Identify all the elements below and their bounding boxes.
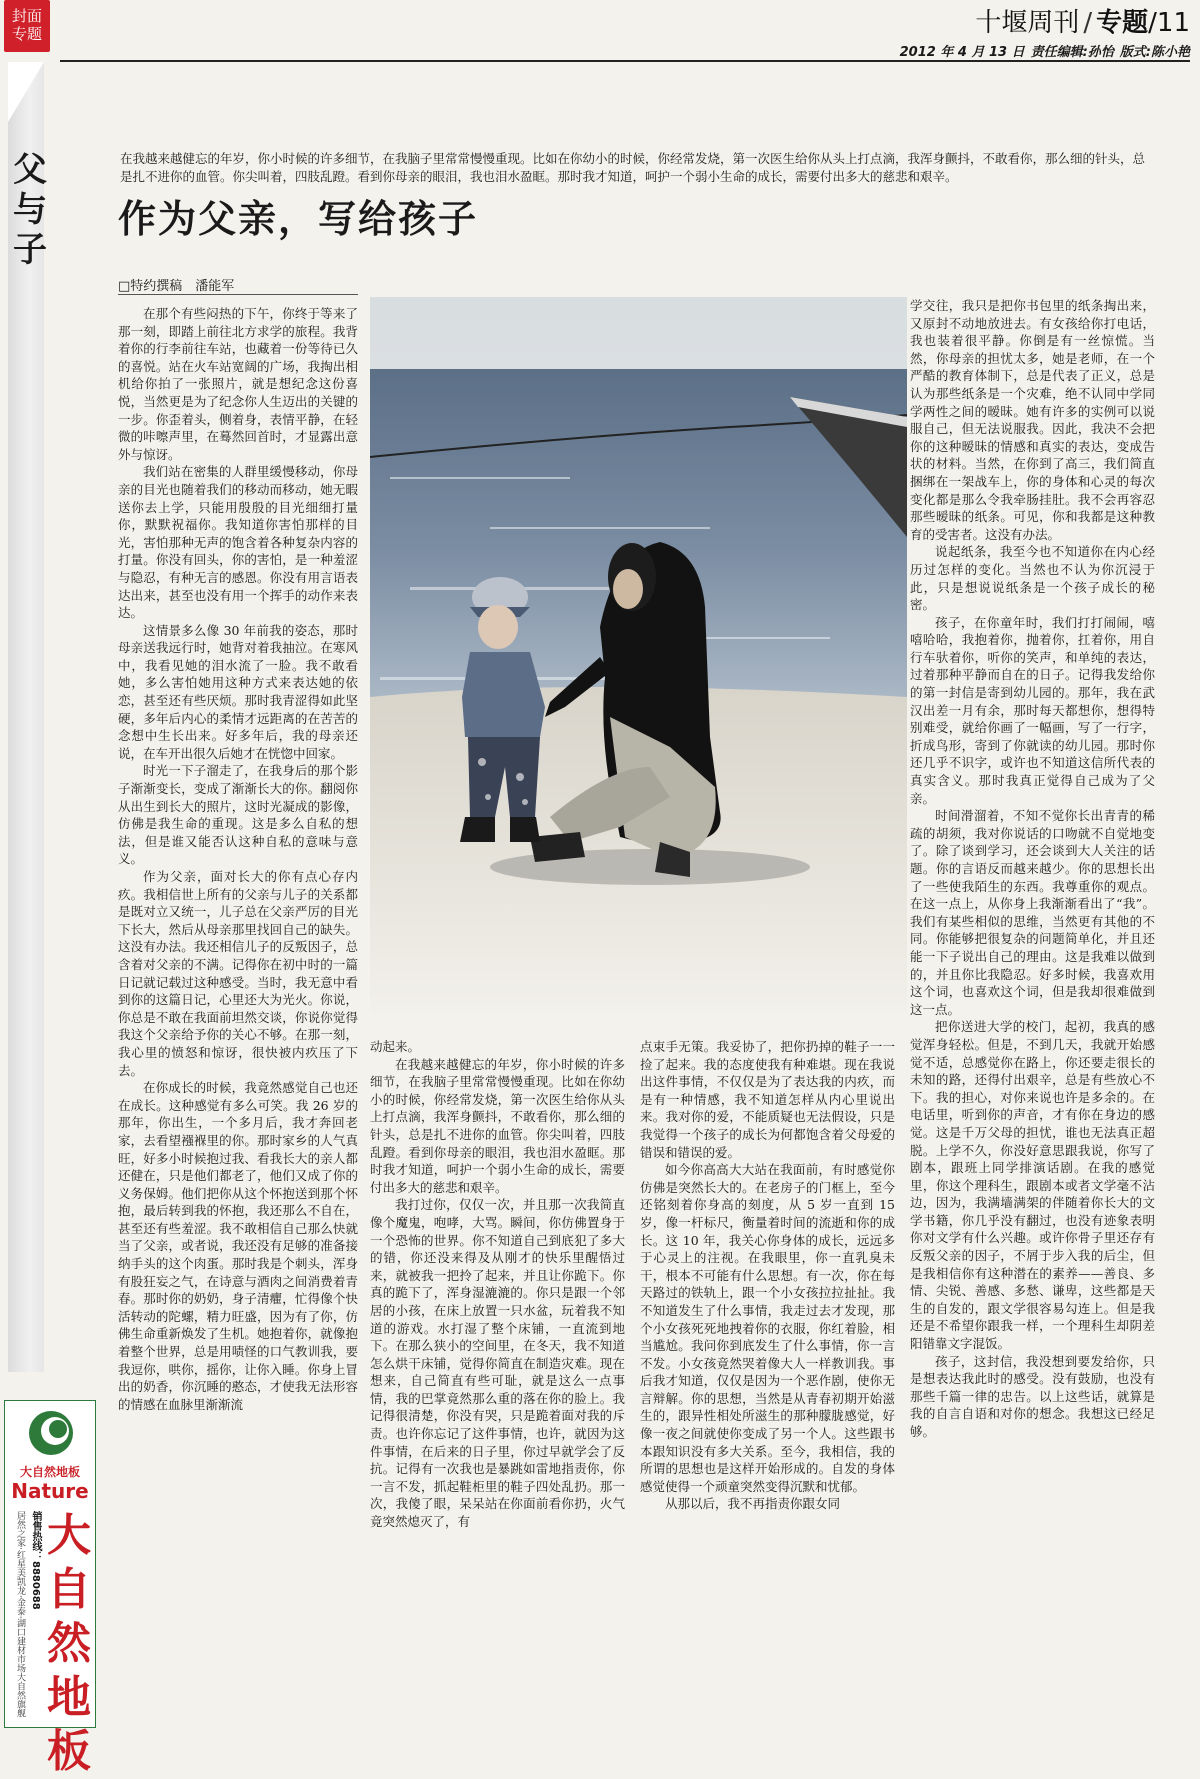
masthead-area bbox=[894, 2, 1190, 60]
seal-line-1: 封面 bbox=[11, 7, 42, 25]
vertical-title-char: 父 bbox=[13, 150, 47, 190]
ad-brand-en: Nature bbox=[11, 1479, 89, 1503]
issue-date: 2012 年 4 月 13 日 bbox=[899, 45, 1025, 60]
ad-big-char: 自 bbox=[47, 1564, 91, 1615]
nature-flooring-ad bbox=[4, 1400, 96, 1777]
paragraph: 这情景多么像 30 年前我的姿态，那时母亲送我远行时，她背对着我抽泣。在寒风中，我看见她的泪水流了一脸。我不敢看她，多么害怕她用这种方式来表达她的依恋，甚至还有些厌烦。那时我青涩得如此坚硬，多年后内心的柔情才远距离的在苦苦的念想中生长出来。好多年后，我的母亲还说，在车开出很久后她才在恍惚中回家。 bbox=[118, 622, 358, 761]
paragraph: 点束手无策。我妥协了，把你扔掉的鞋子一一捡了起来。我的态度使我有种难堪。现在我说出这件事情，不仅仅是为了表达我的内疚，而是有一种情感，我不知道怎样从内心里说出来。我对你的爱，不能质疑也无法假设，只是我觉得一个孩子的成长为何都饱含着父母爱的错误和错误的爱。 bbox=[640, 1039, 895, 1160]
layout-credit: 版式:陈小艳 bbox=[1119, 45, 1190, 60]
vertical-title-char: 子 bbox=[13, 230, 47, 270]
ad-brand-cn: 大自然地板 bbox=[19, 1465, 80, 1479]
issue-info bbox=[894, 41, 1190, 60]
text-column-4 bbox=[910, 297, 1155, 1633]
text-column-1 bbox=[118, 305, 358, 1630]
byline-rule bbox=[118, 294, 358, 295]
paragraph: 从那以后，我不再指责你跟女同 bbox=[665, 1496, 841, 1512]
ad-big-char: 板 bbox=[47, 1726, 91, 1777]
paragraph: 孩子，这封信，我没想到要发给你，只是想表达我此时的感受。没有鼓励，也没有那些千篇一律的忠告。以上这些话，就算是我的自言自语和对你的想念。我想这已经足够。 bbox=[910, 1353, 1155, 1439]
header-rule bbox=[60, 60, 1190, 62]
text-column-3 bbox=[640, 1038, 895, 1633]
paragraph: 学交往，我只是把你书包里的纸条掏出来，又原封不动地放进去。有女孩给你打电话，我也装着很平静。你倒是有一丝惊慌。当然，你母亲的担忧太多，她是老师，在一个严酷的教育体制下，总是代表了正义，总是认为那些纸条是一个灾难，绝不认同中学同学两性之间的暧昧。她有许多的实例可以说服自己，但无法说服我。因此，我决不会把你的这种暧昧的情感和真实的表达，变成告状的材料。当然，在你到了高三，我们简直捆绑在一架战车上，你的身体和心灵的每次变化都是那么令我牵肠挂肚。我不会再容忍那些暧昧的纸条。可见，你和我都是这种教育的受害者。这没有办法。 bbox=[910, 298, 1155, 542]
vertical-title-char: 与 bbox=[13, 190, 47, 230]
ad-big-char: 大 bbox=[47, 1510, 91, 1561]
editor-credit: 责任编辑:孙怡 bbox=[1030, 45, 1114, 60]
page-number: /11 bbox=[1148, 8, 1190, 38]
ad-big-char: 地 bbox=[47, 1672, 91, 1723]
article-intro: 在我越来越健忘的年岁，你小时候的许多细节，在我脑子里常常慢慢重现。比如在你幼小的时候，你经常发烧，第一次医生给你从头上打点滴，我浑身颤抖，不敢看你，那么细的针头，总是扎不进你的血管。你尖叫着，四肢乱蹬。看到你母亲的眼泪，我也泪水盈眶。那时我才知道，呵护一个弱小生命的成长，需要付出多大的慈悲和艰辛。 bbox=[120, 151, 1146, 184]
text-column-2 bbox=[370, 1038, 625, 1633]
ad-big-title bbox=[43, 1509, 95, 1779]
paragraph: 在我越来越健忘的年岁，你小时候的许多细节，在我脑子里常常慢慢重现。比如在你幼小的时候，你经常发烧，第一次医生给你从头上打点滴，我浑身颤抖，不敢看你，那么细的针头，总是扎不进你的血管。你尖叫着，四肢乱蹬。看到你母亲的眼泪，我也泪水盈眶。那时我才知道，呵护一个弱小生命的成长，需要付出多大的慈悲和艰辛。 bbox=[370, 1056, 625, 1195]
article-headline: 作为父亲，写给孩子 bbox=[118, 196, 479, 241]
paragraph: 动起来。 bbox=[370, 1039, 421, 1054]
paragraph: 作为父亲，面对长大的你有点心存内疚。我相信世上所有的父亲与儿子的关系都是既对立又统一，儿子总在父亲严厉的目光下长大，然后从母亲那里找回自己的缺失。这没有办法。我还相信儿子的反叛因子，总含着对父亲的不满。记得你在初中时的一篇日记就记载过这种感受。当时，我无意中看到你的这篇日记，心里还大为光火。你说，你总是不敢在我面前坦然交谈，你说你觉得我这个父亲给予你的关心不够。在那一刻，我心里的愤怒和惊讶，很快被内疚压了下去。 bbox=[118, 869, 358, 1078]
father-son-beach-photo bbox=[370, 297, 907, 1012]
paragraph: 在那个有些闷热的下午，你终于等来了那一刻，即踏上前往北方求学的旅程。我背着你的行李前往车站，也藏着一份等待已久的喜悦。站在火车站宽阔的广场，我掏出相机给你拍了一张照片，就是想纪念这份喜悦，当然更是为了纪念你人生迈出的关键的一步。你歪着头，侧着身，表情平静，在轻微的咔嚓声里，在蓦然回首时，才显露出意外与惊讶。 bbox=[118, 306, 358, 462]
paragraph: 孩子，在你童年时，我们打打闹闹，嘻嘻哈哈，我抱着你，抛着你，扛着你，用自行车驮着你，听你的笑声，和单纯的表达，过着那种平静而自在的日子。记得我发给你的第一封信是寄到幼儿园的。那年，我在武汉出差一月有余，那时每天都想你，想得特别难受，就给你画了一幅画，写了一行字，折成鸟形，寄到了你就读的幼儿园。那时你还几乎不识字，或许也不知道这信所代表的真实含义。那时我真正觉得自己成为了父亲。 bbox=[910, 614, 1155, 806]
ad-store-list: 居然之家·红星美凯龙·金泰·湖口建材市场大自然旗舰 bbox=[15, 1511, 25, 1718]
section-name: 专题 bbox=[1096, 8, 1149, 38]
masthead bbox=[894, 2, 1190, 39]
article-byline: □特约撰稿 潘能军 bbox=[118, 279, 235, 294]
seal-line-2: 专题 bbox=[11, 25, 42, 43]
nature-logo-icon bbox=[27, 1409, 75, 1457]
paragraph: 时间滑溜着，不知不觉你长出青青的稀疏的胡须，我对你说话的口吻就不自觉地变了。除了谈到学习，还会谈到大人关注的话题。你的言语反而越来越少。你的思想长出了一些使我陌生的东西。我尊重你的观点。在这一点上，从你身上我渐渐看出了“我”。我们有某些相似的思维，当然更有其他的不同。你能够把很复杂的问题简单化，并且还能一下子说出自己的理由。这是我难以做到的，并且你比我隐忍。好多时候，我喜欢用这个词，也喜欢这个词，但是我却很难做到这一点。 bbox=[910, 808, 1155, 1017]
ad-big-char: 然 bbox=[47, 1618, 91, 1669]
paragraph: 我打过你，仅仅一次，并且那一次我简直像个魔鬼，咆哮，大骂。瞬间，你仿佛置身于一个恐怖的世界。你不知道自己到底犯了多大的错，你还没来得及从刚才的快乐里醒悟过来，就被我一把拎了起来，并且让你跪下。你真的跪下了，浑身湿漉漉的。你只是跟一个邻居的小孩，在床上放置一只水盆，玩着我不知道的游戏。水打湿了整个床铺，一直流到地下。在那么狭小的空间里，在冬天，我不知道怎么烘干床铺，觉得你简直在制造灾难。现在想来，自己简直有些可耻，就是这么一点事情，我的巴掌竟然那么重的落在你的脸上。我记得很清楚，你没有哭，只是跪着面对我的斥责。也许你忘记了这件事情，也许，就因为这件事情，在后来的日子里，你过早就学会了反抗。记得有一次我也是暴跳如雷地指责你，你一言不发，抓起鞋柜里的鞋子四处乱扔。那一次，我傻了眼，呆呆站在你面前看你扔，火气竟突然熄灭了，有 bbox=[370, 1197, 625, 1530]
paragraph: 如今你高高大大站在我面前，有时感觉你仿佛是突然长大的。在老房子的门框上，至今还铭刻着你身高的刻度，从 5 岁一直到 15 岁，像一杆标尺，衡量着时间的流逝和你的成长。这 10 年，我关心你身体的成长，远远多于心灵上的注视。在我眼里，你一直乳臭未干，根本不可能有什么思想。有一次，你在每天路过的铁轨上，跟一个小女孩拉拉扯扯。我不知道发生了什么事情，我走过去才发现，那个小女孩死死地拽着你的衣服，你红着脸，相当尴尬。我问你到底发生了什么事情，你一言不发。小女孩竟然哭着像大人一样教训我。事后我才知道，仅仅是因为一个恶作剧，使你无言辩解。你的思想，当然是从青春初期开始滋生的，跟异性相处所滋生的那种朦胧感觉，好像一夜之间就使你变成了另一个人。这些跟书本跟知识没有多大关系。至今，我相信，我的所谓的思想也是这样开始形成的。自发的身体感觉使得一个顽童突然变得沉默和忧郁。 bbox=[640, 1162, 895, 1494]
vertical-column-title bbox=[10, 150, 50, 270]
paragraph: 时光一下子溜走了，在我身后的那个影子渐渐变长，变成了渐渐长大的你。翻阅你从出生到长大的照片，这时光凝成的影像，仿佛是我生命的重现。这是多么自私的想法，但是谁又能否认这种自私的意味与意义。 bbox=[118, 763, 358, 867]
masthead-separator: / bbox=[1083, 8, 1093, 38]
paper-name: 十堰周刊 bbox=[975, 8, 1080, 38]
section-seal bbox=[4, 0, 50, 52]
paragraph: 说起纸条，我至今也不知道你在内心经历过怎样的变化。当然也不认为你沉浸于此，只是想说说纸条是一个孩子成长的秘密。 bbox=[910, 544, 1155, 613]
paragraph: 把你送进大学的校门，起初，我真的感觉浑身轻松。但是，不到几天，我就开始感觉不适，总感觉你在路上，你还要走很长的未知的路，还得付出艰辛，总是有些放心不下。我的担心，对你来说也许是多余的。在电话里，听到你的声音，才有你在身边的感觉。这是千万父母的担忧，谁也无法真正超脱。上学不久，你没好意思跟我说，你写了剧本，跟班上同学排演话剧。在我的感觉里，你这个理科生，跟剧本或者文学毫不沾边，因为，我满墙满架的伴随着你长大的文学书籍，你几乎没有翻过，也没有迹象表明你对文学有什么兴趣。或许你骨子里还存有反叛父亲的因子，不屑于步入我的后尘，但是我相信你有这种潜在的素养——善良、多情、尖锐、善感、多愁、谦卑，这些都是天生的自发的，跟文学很容易勾连上。但是我还是不希望你跟我一样，一个理科生却阴差阳错靠文字混饭。 bbox=[910, 1019, 1155, 1352]
paragraph: 我们站在密集的人群里缓慢移动，你母亲的目光也随着我们的移动而移动，她无暇送你去上学，只能用殷殷的目光细细打量你，默默祝福你。我知道你害怕那样的目光，害怕那种无声的饱含着各种复杂内容的打量。你没有回头，你的害怕，是一种羞涩与隐忍，有种无言的感恩。你没有用言语表达出来，甚至也没有用一个挥手的动作来表达。 bbox=[118, 464, 358, 621]
paragraph: 在你成长的时候，我竟然感觉自己也还在成长。这种感觉有多么可笑。我 26 岁的那年，你出生，一个多月后，我才奔回老家，去看望襁褓里的你。那时家乡的人气真旺，好多小时候抱过我、看我长大的亲人都还健在，只是他们都老了，他们又成了你的义务保姆。他们把你从这个怀抱送到那个怀抱，最后转到我的怀抱，我还那么不自在，甚至还有些羞涩。我不敢相信自己那么快就当了父亲，或者说，我还没有足够的准备接纳手头的这个肉蛋。那时我是个刺头，浑身有股狂妄之气，在诗意与酒肉之间消费着青春。那时你的奶奶，身子清癯，忙得像个快活转动的陀螺，精力旺盛，因为有了你，仿佛生命重新焕发了生机。她抱着你，就像抱着整个世界，总是用啧怪的口气教训我，要我逗你，哄你，摇你，让你入睡。你身上冒出的奶香，你沉睡的憨态，才使我无法形容的情感在血脉里渐渐流 bbox=[118, 1080, 358, 1412]
ad-hotline: 销售热线：8880688 bbox=[30, 1511, 41, 1610]
